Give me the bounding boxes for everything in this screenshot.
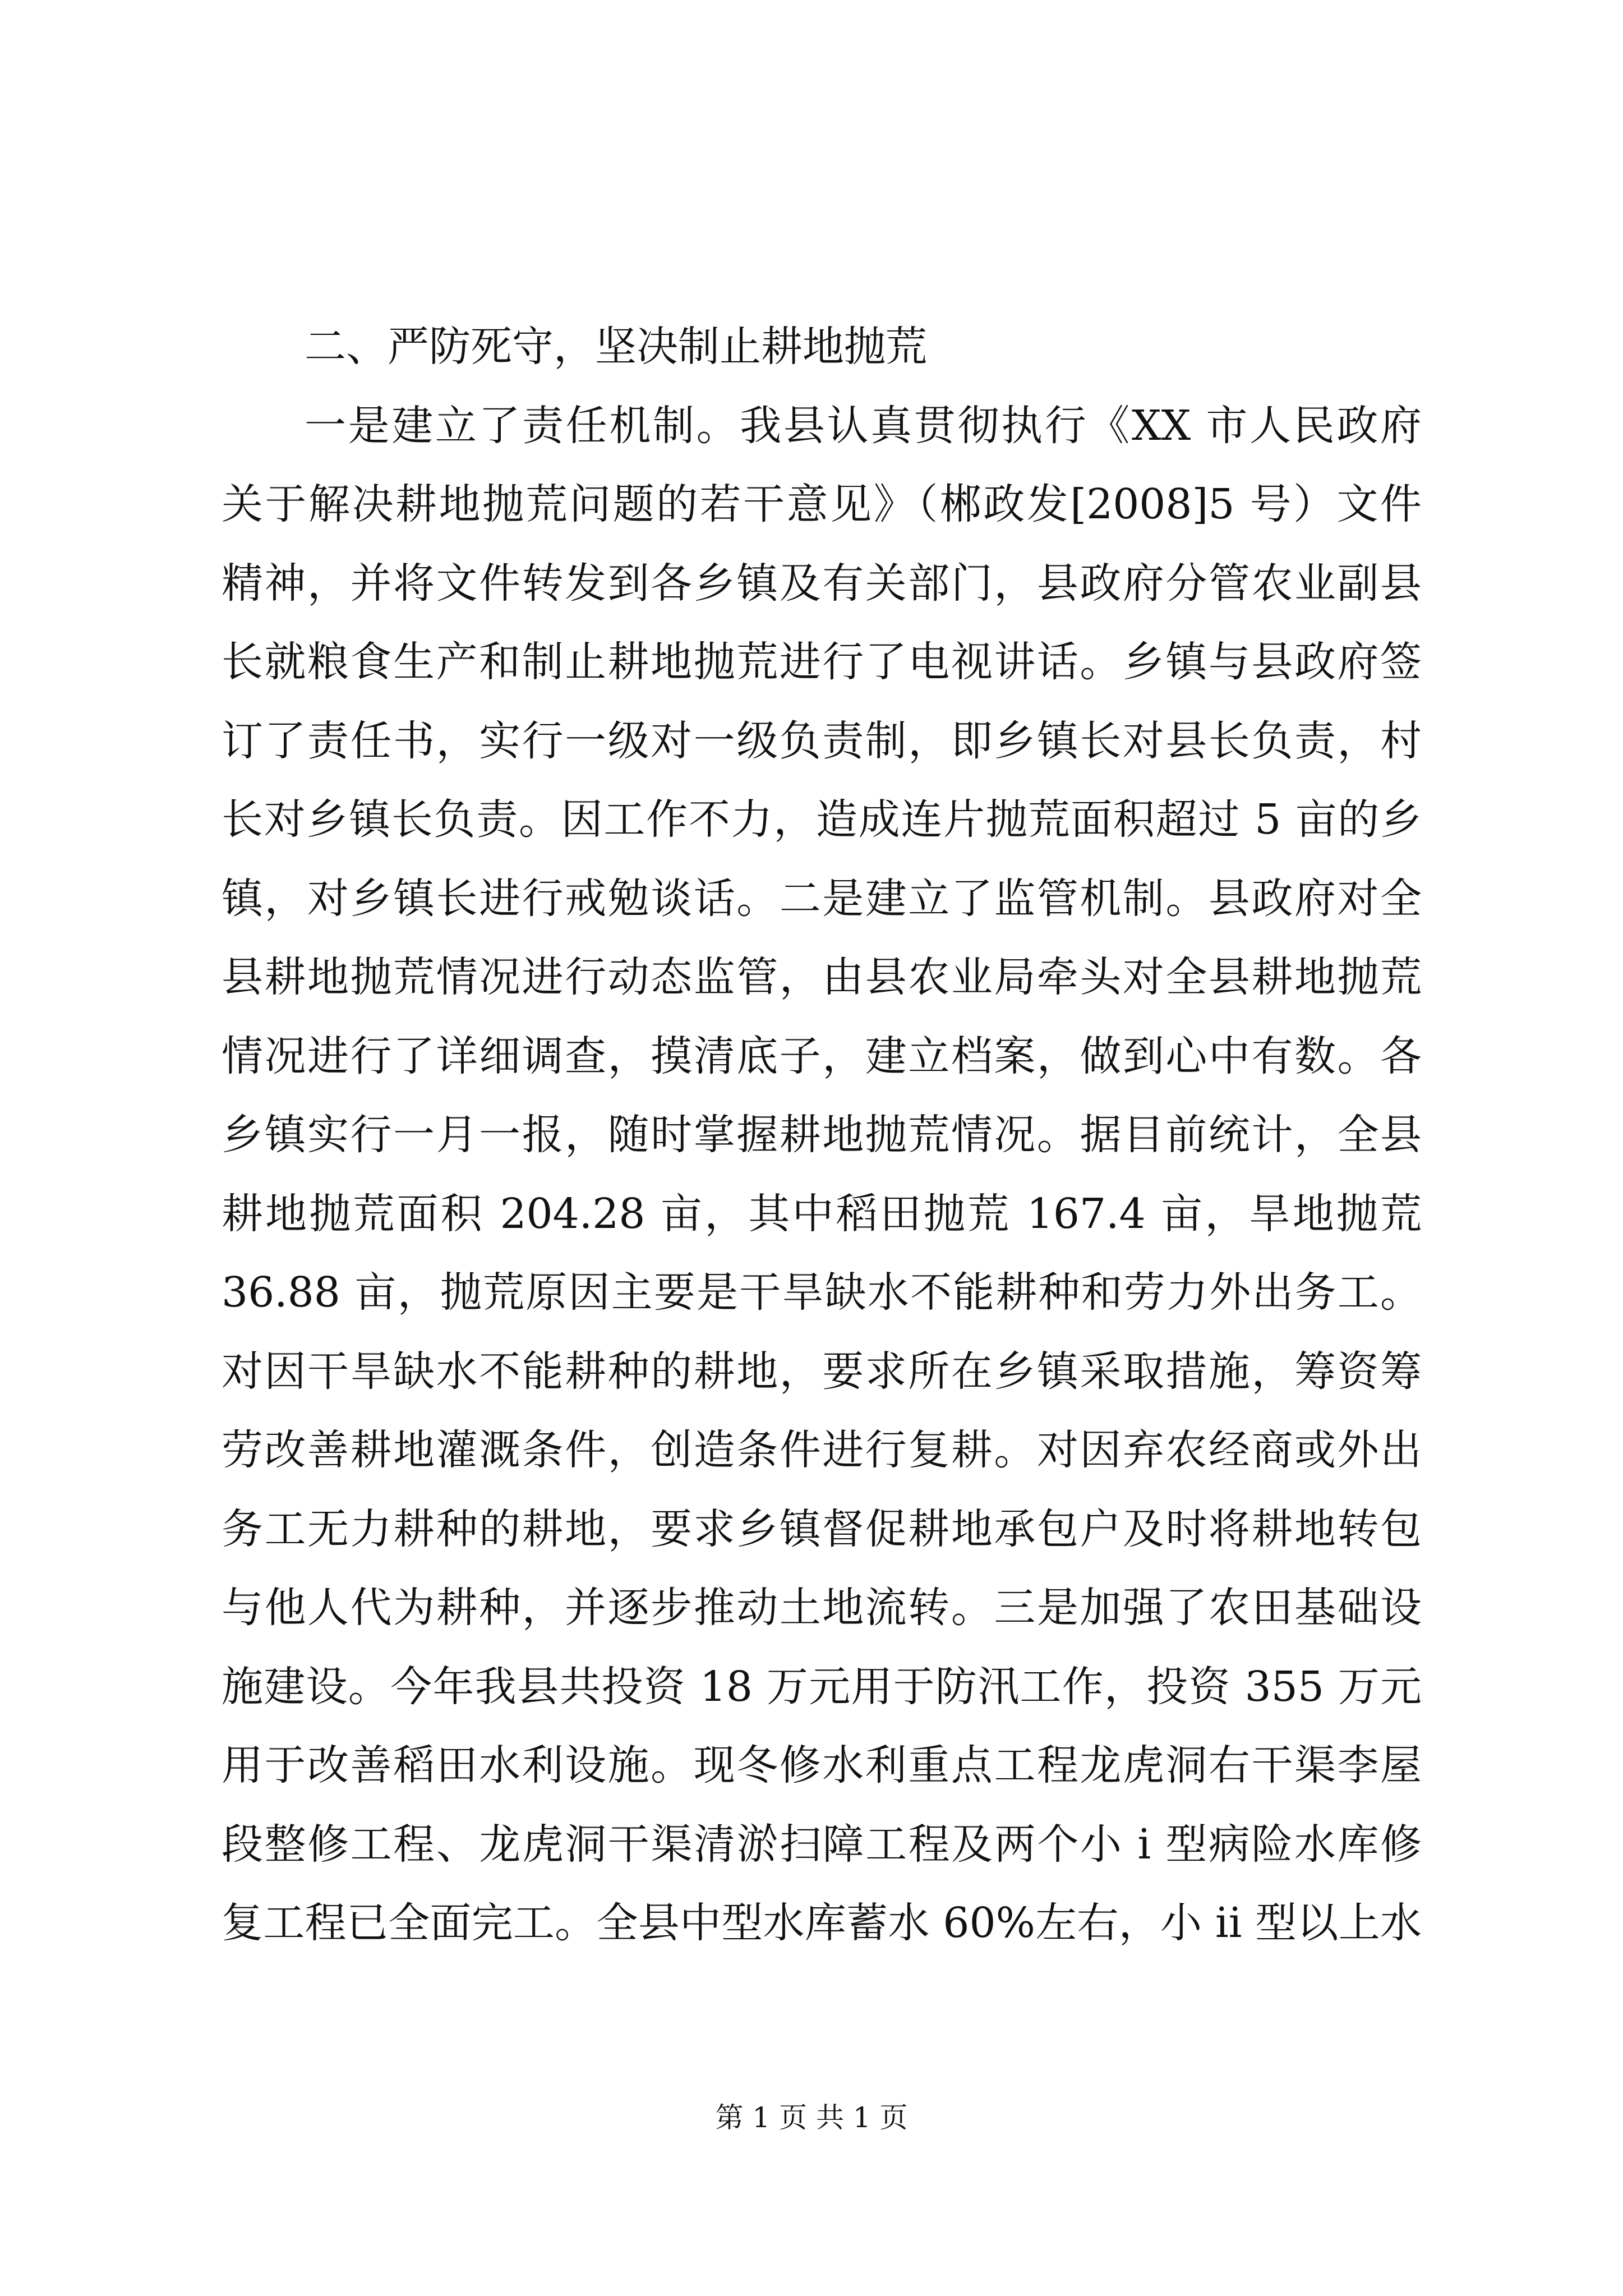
paragraph-line: 耕地抛荒面积 204.28 亩，其中稻田抛荒 167.4 亩，旱地抛荒 — [222, 1189, 1422, 1238]
document-body — [222, 307, 1422, 1963]
paragraph-line: 关于解决耕地抛荒问题的若干意见》（郴政发[2008]5 号）文件 — [222, 480, 1422, 528]
paragraph-line: 订了责任书，实行一级对一级负责制，即乡镇长对县长负责，村 — [222, 716, 1422, 765]
paragraph-line: 乡镇实行一月一报，随时掌握耕地抛荒情况。据目前统计，全县 — [222, 1111, 1422, 1159]
paragraph-line: 用于改善稻田水利设施。现冬修水利重点工程龙虎洞右干渠李屋 — [222, 1741, 1422, 1789]
paragraph-line: 情况进行了详细调查，摸清底子，建立档案，做到心中有数。各 — [222, 1032, 1422, 1080]
paragraph-line: 复工程已全面完工。全县中型水库蓄水 60%左右，小 ii 型以上水 — [222, 1899, 1422, 1947]
paragraph-line: 县耕地抛荒情况进行动态监管，由县农业局牵头对全县耕地抛荒 — [222, 953, 1422, 1001]
paragraph-line: 段整修工程、龙虎洞干渠清淤扫障工程及两个小 i 型病险水库修 — [222, 1820, 1422, 1869]
paragraph-line: 务工无力耕种的耕地，要求乡镇督促耕地承包户及时将耕地转包 — [222, 1504, 1422, 1553]
paragraph-line: 与他人代为耕种，并逐步推动土地流转。三是加强了农田基础设 — [222, 1584, 1422, 1632]
paragraph-line: 长就粮食生产和制止耕地抛荒进行了电视讲话。乡镇与县政府签 — [222, 638, 1422, 686]
paragraph-line: 精神，并将文件转发到各乡镇及有关部门，县政府分管农业副县 — [222, 559, 1422, 608]
paragraph-line: 镇，对乡镇长进行戒勉谈话。二是建立了监管机制。县政府对全 — [222, 874, 1422, 923]
paragraph-line: 一是建立了责任机制。我县认真贯彻执行《XX 市人民政府 — [305, 401, 1422, 450]
page-footer: 第 1 页 共 1 页 — [715, 2101, 908, 2134]
paragraph-line: 劳改善耕地灌溉条件，创造条件进行复耕。对因弃农经商或外出 — [222, 1426, 1422, 1474]
paragraph-line: 36.88 亩，抛荒原因主要是干旱缺水不能耕种和劳力外出务工。 — [222, 1268, 1422, 1317]
paragraph-line: 施建设。今年我县共投资 18 万元用于防汛工作，投资 355 万元 — [222, 1662, 1422, 1711]
section-heading: 二、严防死守，坚决制止耕地抛荒 — [305, 323, 927, 371]
paragraph-line: 长对乡镇长负责。因工作不力，造成连片抛荒面积超过 5 亩的乡 — [222, 795, 1422, 844]
paragraph-line: 对因干旱缺水不能耕种的耕地，要求所在乡镇采取措施，筹资筹 — [222, 1347, 1422, 1396]
